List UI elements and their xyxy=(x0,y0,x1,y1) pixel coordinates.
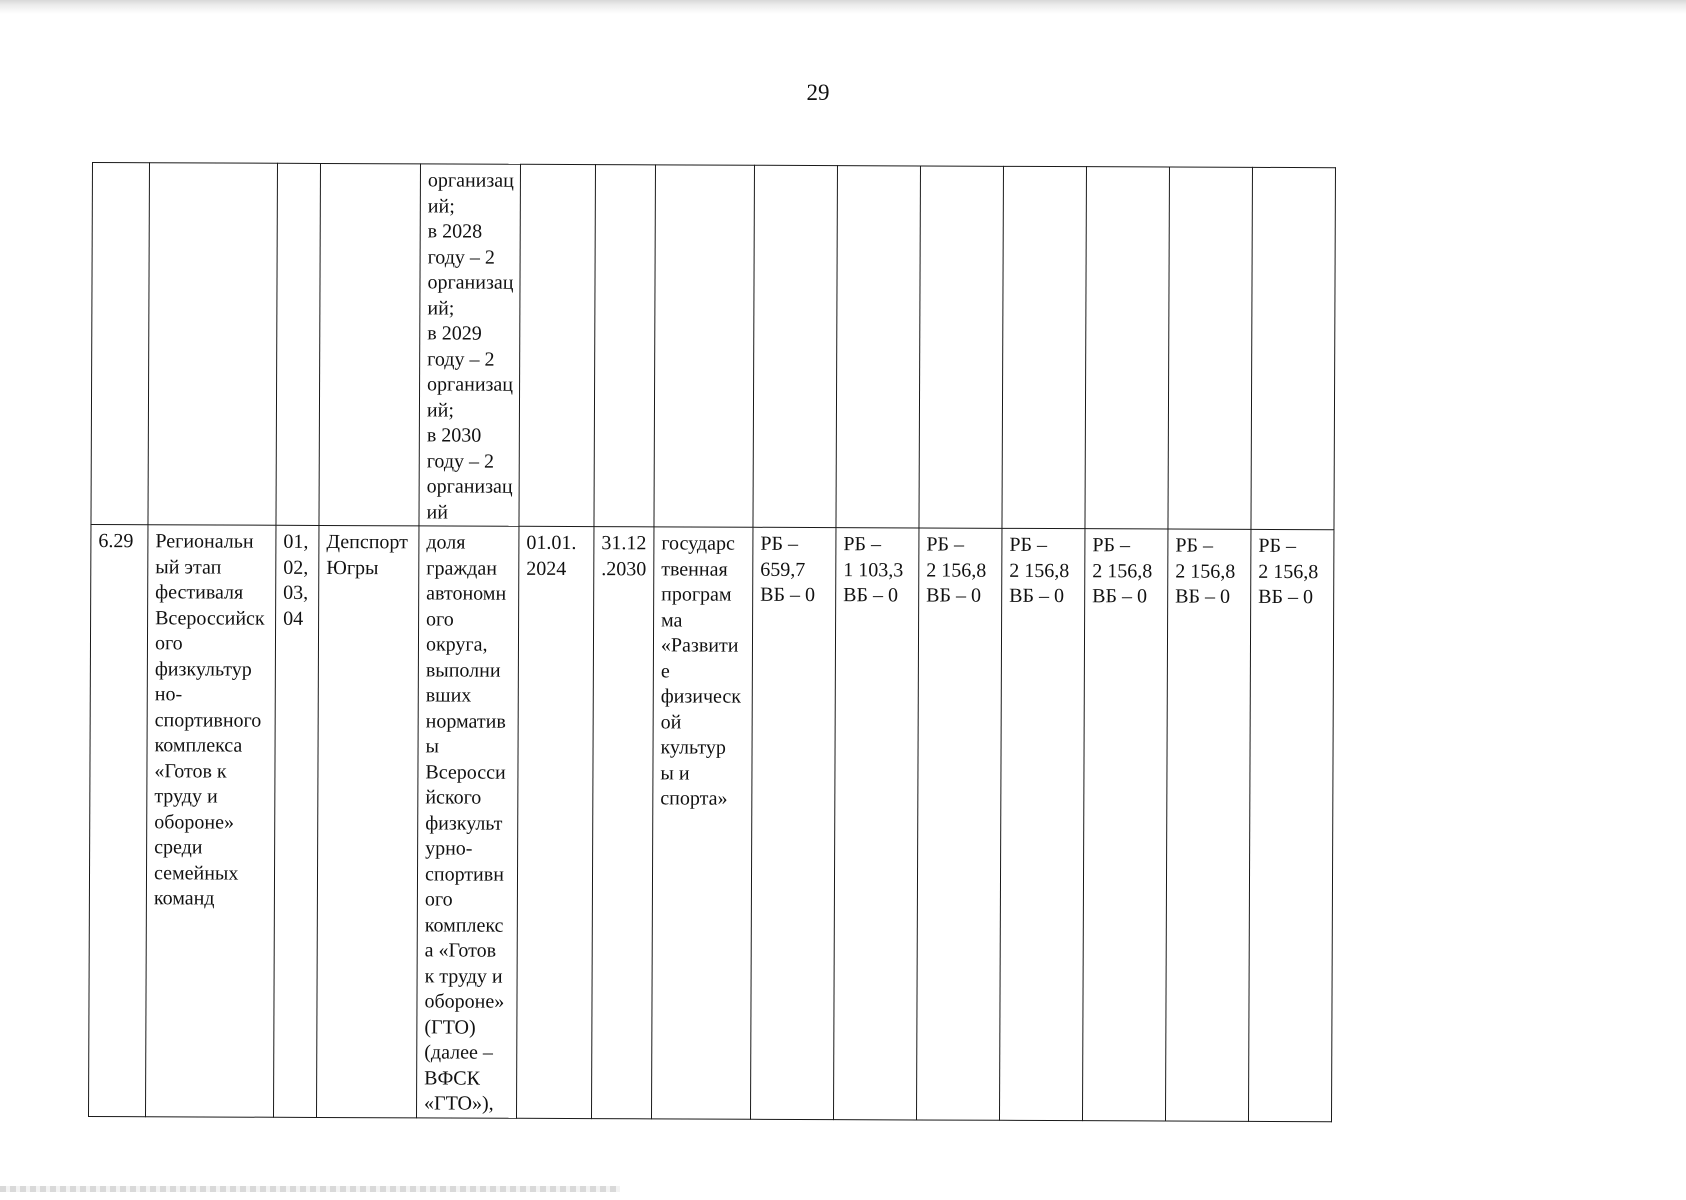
cell-indicator: доля граждан автономн ого округа, выполни вших норматив ы Всеросси йского физкульт урно- спортивн ого комплекс а «Готов к труду и обороне» (ГТО) (далее – ВФСК «ГТО»), xyxy=(417,526,519,1118)
table-row-6-29 xyxy=(89,524,1334,1121)
cell-funding-1: РБ – 659,7 ВБ – 0 xyxy=(750,527,835,1119)
table-row-continuation xyxy=(91,163,1335,530)
page-number: 29 xyxy=(806,80,830,105)
cell-name: Региональн ый этап фестиваля Всероссийск ого физкультур но- спортивного комплекса «Готов к труду и обороне» среди семейных команд xyxy=(146,525,276,1117)
cell-funding-7: РБ – 2 156,8 ВБ – 0 xyxy=(1248,529,1333,1121)
cell-program: государс твенная програм ма «Развити е физическ ой культур ы и спорта» xyxy=(651,527,752,1119)
cell-end-date: 31.12 .2030 xyxy=(591,527,653,1119)
cell-number: 6.29 xyxy=(89,524,148,1116)
cell-funding-2: РБ – 1 103,3 ВБ – 0 xyxy=(833,528,918,1120)
scan-edge-top xyxy=(0,0,1686,14)
cell-funding-3: РБ – 2 156,8 ВБ – 0 xyxy=(916,528,1001,1120)
cell-executor xyxy=(319,163,421,525)
cell-funding-5: РБ – 2 156,8 ВБ – 0 xyxy=(1082,529,1167,1121)
cell-funding-7 xyxy=(1251,167,1336,529)
cell-start-date xyxy=(519,164,596,526)
cell-funding-5 xyxy=(1085,167,1170,529)
cell-program xyxy=(654,165,755,527)
cell-funding-3 xyxy=(919,166,1004,528)
cell-codes: 01, 02, 03, 04 xyxy=(274,525,319,1117)
measures-table xyxy=(88,162,1336,1122)
cell-start-date: 01.01. 2024 xyxy=(516,526,593,1118)
cell-executor: Депспорт Югры xyxy=(317,525,419,1117)
cell-funding-4 xyxy=(1002,166,1087,528)
cell-codes xyxy=(276,163,321,525)
scan-edge-bottom xyxy=(0,1186,620,1192)
cell-funding-2 xyxy=(836,166,921,528)
cell-funding-6 xyxy=(1168,167,1253,529)
cell-indicator-continuation: организац ий; в 2028 году – 2 организац ий; в 2029 году – 2 организац ий; в 2030 году – 2 организац ий xyxy=(419,164,520,526)
cell-end-date xyxy=(594,165,656,527)
cell-funding-4: РБ – 2 156,8 ВБ – 0 xyxy=(999,528,1084,1120)
cell-funding-6: РБ – 2 156,8 ВБ – 0 xyxy=(1165,529,1250,1121)
cell-number xyxy=(91,163,150,525)
cell-funding-1 xyxy=(753,165,838,527)
cell-name xyxy=(148,163,278,526)
